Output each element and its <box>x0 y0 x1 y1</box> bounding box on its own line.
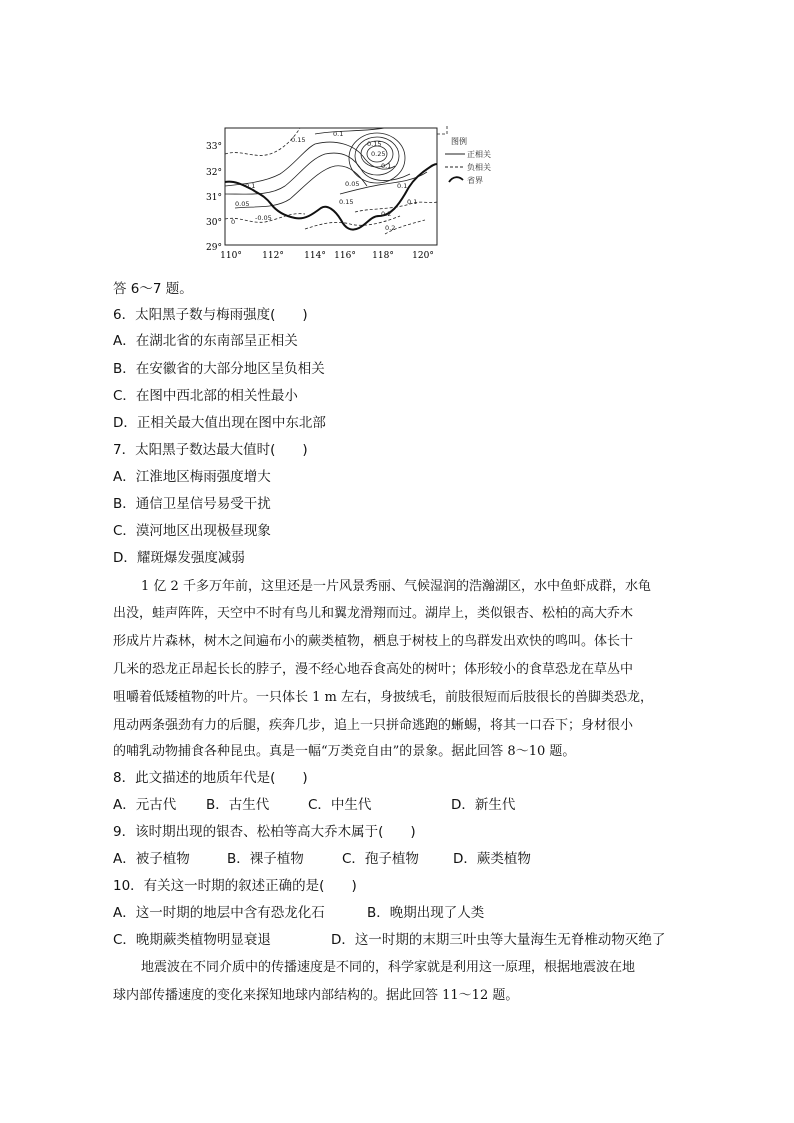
q8-option-d: D．新生代 <box>451 797 516 813</box>
y-tick-29: 29° <box>206 243 222 253</box>
q9-option-d: D．蕨类植物 <box>453 851 531 867</box>
contour-label: 0.2 <box>385 224 396 232</box>
x-tick-116: 116° <box>334 251 356 261</box>
q6-option-b: B．在安徽省的大部分地区呈负相关 <box>113 361 325 377</box>
passage2-line: 地震波在不同介质中的传播速度是不同的，科学家就是利用这一原理，根据地震波在地 <box>141 960 636 975</box>
q7-stem: 7．太阳黑子数达最大值时( ) <box>113 442 308 458</box>
passage1-line: 形成片片森林，树木之间遍布小的蕨类植物，栖息于树枝上的鸟群发出欢快的鸣叫。体长十 <box>113 634 634 649</box>
contour-label: 0.2 <box>381 210 392 218</box>
passage1-line: 咀嚼着低矮植物的叶片。一只体长 1 m 左右，身披绒毛，前肢很短而后肢很长的兽脚类恐龙， <box>113 690 653 705</box>
passage1-line: 1 亿 2 千多万年前，这里还是一片风景秀丽、气候湿润的浩瀚湖区，水中鱼虾成群，水龟 <box>141 579 651 594</box>
y-tick-32: 32° <box>206 168 222 178</box>
contour-label: 0.05 <box>235 200 250 208</box>
contour-label: 0 <box>231 218 236 226</box>
legend-positive: 正相关 <box>467 150 491 159</box>
q8-stem: 8．此文描述的地质年代是( ) <box>113 770 308 786</box>
q8-option-b: B．古生代 <box>206 797 270 813</box>
q7-option-c: C．漠河地区出现极昼现象 <box>113 523 271 539</box>
x-tick-120: 120° <box>412 251 434 261</box>
contour-label: 0.15 <box>367 140 382 148</box>
legend-border-swatch <box>449 177 463 182</box>
passage1-line: 出没，蛙声阵阵，天空中不时有鸟儿和翼龙滑翔而过。湖岸上，类似银杏、松柏的高大乔木 <box>113 606 634 621</box>
contour-label: -0.05 <box>255 214 272 222</box>
y-tick-31: 31° <box>206 193 222 203</box>
contour-label: 0.25 <box>371 150 386 158</box>
passage1-line: 几米的恐龙正昂起长长的脖子，漫不经心地吞食高处的树叶；体形较小的食草恐龙在草丛中 <box>113 662 634 677</box>
x-tick-118: 118° <box>372 251 394 261</box>
legend-province: 省界 <box>467 176 483 185</box>
q10-option-b: B．晚期出现了人类 <box>367 905 485 921</box>
passage1-line: 的哺乳动物捕食各种昆虫。真是一幅“万类竞自由”的景象。据此回答 8～10 题。 <box>113 744 576 759</box>
contour-label: 0.1 <box>397 182 408 190</box>
contour-line <box>437 124 447 134</box>
q6-stem: 6．太阳黑子数与梅雨强度( ) <box>113 307 308 323</box>
q7-option-a: A．江淮地区梅雨强度增大 <box>113 469 271 485</box>
contour-label: 0.05 <box>345 180 360 188</box>
map-legend <box>445 136 491 185</box>
contour-label: 0.1 <box>245 182 256 190</box>
q10-option-d: D．这一时期的末期三叶虫等大量海生无脊椎动物灭绝了 <box>331 932 666 948</box>
legend-negative: 负相关 <box>467 163 491 172</box>
map-svg <box>195 124 515 274</box>
x-tick-112: 112° <box>262 251 284 261</box>
positive-contours <box>225 128 427 208</box>
q8-option-a: A．元古代 <box>113 797 177 813</box>
legend-title: 图例 <box>451 137 467 146</box>
contour-label: 0.15 <box>291 136 306 144</box>
q6-option-c: C．在图中西北部的相关性最小 <box>113 388 298 404</box>
passage1-line: 甩动两条强劲有力的后腿，疾奔几步，追上一只拼命逃跑的蜥蜴，将其一口吞下；身材很小 <box>113 718 634 733</box>
q6-option-d: D．正相关最大值出现在图中东北部 <box>113 415 326 431</box>
y-tick-30: 30° <box>206 218 222 228</box>
passage2-line: 球内部传播速度的变化来探知地球内部结构的。据此回答 11～12 题。 <box>113 988 519 1003</box>
correlation-contour-map <box>195 124 515 274</box>
q10-option-c: C．晚期蕨类植物明显衰退 <box>113 932 271 948</box>
y-tick-33: 33° <box>206 142 222 152</box>
contour-label: 0.1 <box>381 162 392 170</box>
q9-option-b: B．裸子植物 <box>227 851 304 867</box>
q8-option-c: C．中生代 <box>308 797 372 813</box>
intro-tail: 答 6～7 题。 <box>113 281 193 297</box>
q6-option-a: A．在湖北省的东南部呈正相关 <box>113 333 298 349</box>
contour-label: 0.1 <box>407 198 418 206</box>
q10-stem: 10．有关这一时期的叙述正确的是( ) <box>113 878 357 894</box>
q7-option-d: D．耀斑爆发强度减弱 <box>113 550 245 566</box>
q9-option-c: C．孢子植物 <box>342 851 419 867</box>
x-tick-110: 110° <box>220 251 242 261</box>
contour-label: 0.15 <box>339 198 354 206</box>
q9-option-a: A．被子植物 <box>113 851 190 867</box>
contour-line <box>225 128 300 155</box>
x-tick-114: 114° <box>304 251 326 261</box>
q10-option-a: A．这一时期的地层中含有恐龙化石 <box>113 905 325 921</box>
q7-option-b: B．通信卫星信号易受干扰 <box>113 496 271 512</box>
q9-stem: 9．该时期出现的银杏、松柏等高大乔木属于( ) <box>113 824 416 840</box>
contour-label: 0.1 <box>333 130 344 138</box>
